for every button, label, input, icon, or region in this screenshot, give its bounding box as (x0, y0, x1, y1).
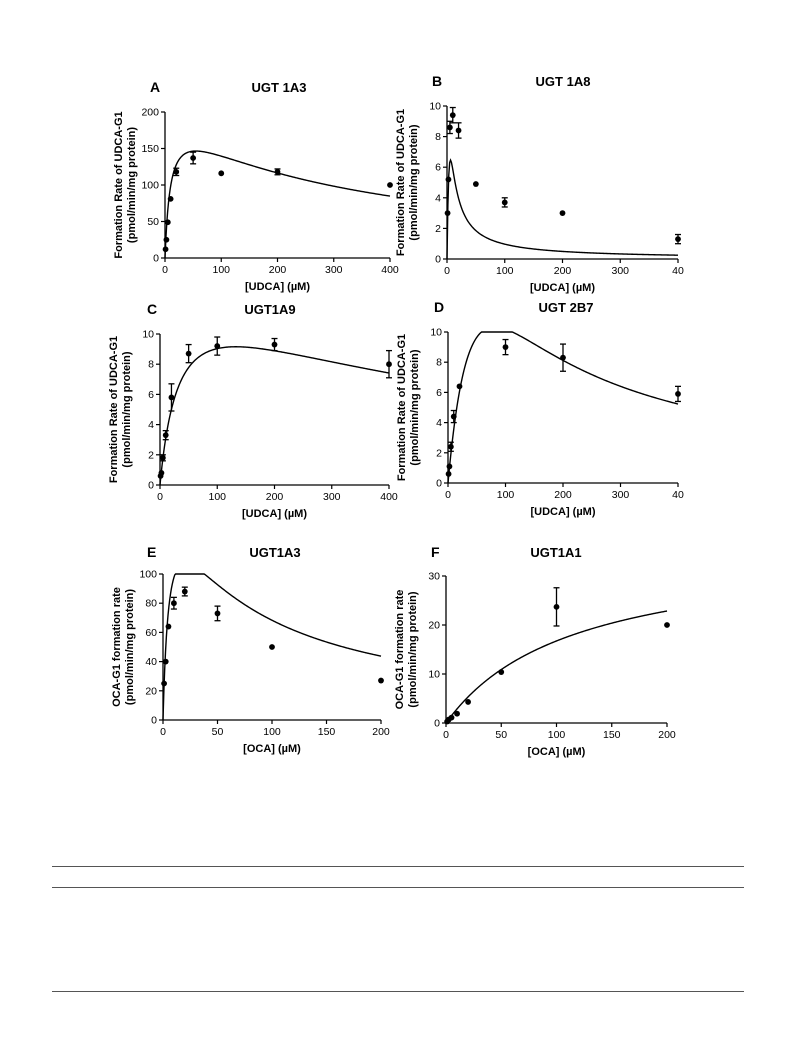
y-tick-label: 6 (435, 161, 441, 174)
x-axis-title: [UDCA] (µM) (530, 282, 595, 294)
x-tick-label: 0 (443, 729, 449, 741)
data-point (454, 711, 460, 717)
data-point (159, 470, 165, 476)
panel-e (111, 544, 390, 755)
y-axis-title-line1: Formation Rate of UDCA-G1 (108, 335, 120, 484)
x-tick-label: 200 (553, 265, 572, 277)
x-axis-title: [UDCA] (µM) (242, 508, 307, 520)
data-point (171, 600, 177, 606)
y-tick-label: 4 (436, 417, 442, 430)
x-tick-label: 200 (265, 491, 284, 503)
data-point (169, 395, 175, 401)
x-axis-title: [OCA] (µM) (243, 743, 301, 755)
y-tick-label: 8 (436, 356, 442, 369)
data-point (451, 414, 457, 420)
data-point (465, 699, 471, 705)
chart-title: UGT1A1 (530, 545, 582, 560)
data-point (182, 589, 188, 595)
y-tick-label: 6 (436, 386, 442, 399)
x-tick-label: 40 (672, 265, 684, 277)
data-point (186, 351, 192, 357)
y-tick-label: 2 (436, 447, 442, 460)
data-point (160, 455, 166, 461)
data-point (163, 432, 169, 438)
y-axis-title-line2: (pmol/min/mg protein) (121, 351, 133, 468)
data-point (163, 246, 169, 252)
x-tick-label: 150 (602, 729, 621, 741)
y-axis-title-line2: (pmol/min/mg protein) (407, 591, 419, 708)
x-tick-label: 300 (324, 264, 343, 276)
x-tick-label: 400 (380, 491, 398, 503)
x-tick-label: 300 (611, 489, 630, 501)
y-tick-label: 60 (145, 626, 157, 639)
x-tick-label: 200 (372, 726, 390, 738)
y-tick-label: 10 (142, 328, 154, 341)
x-axis-title: [UDCA] (µM) (245, 281, 310, 293)
y-tick-label: 30 (428, 570, 440, 583)
panel-a (113, 79, 399, 293)
y-tick-label: 10 (428, 668, 440, 681)
data-point (560, 355, 566, 361)
data-point (457, 383, 463, 389)
data-point (446, 177, 452, 183)
data-point (173, 169, 179, 175)
x-tick-label: 200 (658, 729, 676, 741)
y-tick-label: 80 (145, 597, 157, 610)
x-tick-label: 100 (208, 491, 227, 503)
chart-title: UGT 2B7 (538, 300, 594, 315)
y-tick-label: 0 (435, 253, 441, 266)
data-point (445, 210, 451, 216)
data-point (449, 715, 455, 721)
data-point (447, 463, 453, 469)
x-tick-label: 0 (445, 489, 451, 501)
data-point (218, 170, 224, 176)
x-tick-label: 200 (268, 264, 287, 276)
y-tick-label: 2 (148, 449, 154, 462)
fit-curve (446, 611, 667, 723)
panel-b (395, 73, 684, 294)
data-point (161, 681, 167, 687)
x-tick-label: 150 (317, 726, 336, 738)
y-axis-title-line2: (pmol/min/mg protein) (408, 124, 420, 241)
y-tick-label: 200 (141, 106, 159, 119)
data-point (450, 112, 456, 118)
y-tick-label: 40 (145, 656, 157, 669)
data-point (387, 182, 393, 188)
data-point (447, 125, 453, 131)
y-tick-label: 10 (429, 100, 441, 113)
y-axis-title-line1: OCA-G1 formation rate (394, 589, 406, 710)
data-point (675, 391, 681, 397)
data-point (446, 471, 452, 477)
panel-letter: E (147, 544, 157, 560)
y-tick-label: 0 (148, 479, 154, 492)
panel-c (108, 301, 398, 520)
data-point (190, 155, 196, 161)
data-point (378, 678, 384, 684)
panel-letter: F (431, 544, 440, 560)
y-tick-label: 20 (428, 619, 440, 632)
data-point (168, 196, 174, 202)
y-tick-label: 150 (141, 143, 159, 155)
y-tick-label: 100 (139, 568, 157, 581)
data-point (269, 644, 275, 650)
y-tick-label: 0 (151, 714, 157, 727)
fit-curve (447, 160, 678, 259)
data-point (272, 342, 278, 348)
y-tick-label: 4 (435, 192, 441, 205)
panel-d (396, 299, 684, 518)
x-tick-label: 100 (547, 729, 566, 741)
panel-letter: B (432, 73, 443, 89)
y-tick-label: 0 (434, 717, 440, 730)
x-tick-label: 40 (672, 489, 684, 501)
x-axis-title: [UDCA] (µM) (530, 506, 596, 518)
data-point (498, 669, 504, 675)
data-point (165, 219, 171, 225)
y-axis-title-line2: (pmol/min/mg protein) (409, 349, 421, 466)
y-tick-label: 50 (147, 216, 159, 228)
y-axis-title-line2: (pmol/min/mg protein) (124, 588, 136, 706)
table-header-rule (52, 887, 744, 888)
panel-letter: C (147, 301, 158, 317)
table-bottom-rule (52, 991, 744, 992)
data-point (166, 624, 172, 630)
x-tick-label: 0 (157, 491, 163, 503)
chart-title: UGT1A9 (244, 302, 296, 317)
x-tick-label: 100 (495, 265, 514, 277)
x-tick-label: 200 (554, 489, 572, 501)
data-point (275, 169, 281, 175)
x-tick-label: 300 (611, 265, 630, 277)
x-tick-label: 100 (496, 489, 515, 501)
y-tick-label: 8 (435, 131, 441, 144)
y-axis-title-line1: Formation Rate of UDCA-G1 (396, 333, 408, 482)
y-tick-label: 6 (148, 388, 154, 401)
y-tick-label: 10 (430, 326, 442, 339)
y-tick-label: 2 (435, 222, 441, 235)
fit-curve (165, 151, 390, 258)
data-point (560, 210, 566, 216)
y-tick-label: 8 (148, 358, 154, 371)
data-point (163, 659, 169, 665)
panel-letter: A (150, 79, 161, 95)
x-tick-label: 400 (381, 264, 399, 276)
chart-title: UGT 1A3 (251, 80, 307, 95)
y-tick-label: 100 (141, 179, 159, 192)
panel-letter: D (434, 299, 445, 315)
data-point (502, 199, 508, 205)
chart-title: UGT1A3 (249, 545, 301, 560)
x-tick-label: 0 (162, 264, 168, 276)
data-point (215, 611, 221, 617)
table-top-rule (52, 866, 744, 867)
y-axis-title-line1: Formation Rate of UDCA-G1 (395, 108, 407, 257)
data-point (386, 361, 392, 367)
data-point (456, 128, 462, 134)
y-tick-label: 0 (436, 477, 442, 490)
y-tick-label: 4 (148, 419, 154, 432)
y-tick-label: 0 (153, 252, 159, 265)
fit-curve (160, 347, 389, 485)
data-point (503, 344, 509, 350)
y-axis-title-line1: OCA-G1 formation rate (111, 587, 123, 707)
x-tick-label: 100 (212, 264, 231, 276)
panel-f (394, 544, 676, 758)
data-point (664, 622, 670, 628)
x-tick-label: 50 (495, 729, 508, 741)
data-point (675, 236, 681, 242)
data-point (554, 604, 560, 610)
data-point (164, 237, 170, 243)
x-tick-label: 100 (263, 726, 281, 738)
x-tick-label: 0 (160, 726, 166, 738)
data-point (473, 181, 479, 187)
x-tick-label: 50 (211, 726, 224, 738)
y-tick-label: 20 (145, 685, 157, 698)
x-tick-label: 0 (444, 265, 450, 277)
x-tick-label: 300 (322, 491, 341, 503)
y-axis-title-line1: Formation Rate of UDCA-G1 (113, 111, 125, 259)
data-point (214, 343, 220, 349)
y-axis-title-line2: (pmol/min/mg protein) (126, 126, 138, 244)
data-point (448, 444, 454, 450)
x-axis-title: [OCA] (µM) (527, 746, 586, 758)
chart-title: UGT 1A8 (535, 74, 591, 89)
